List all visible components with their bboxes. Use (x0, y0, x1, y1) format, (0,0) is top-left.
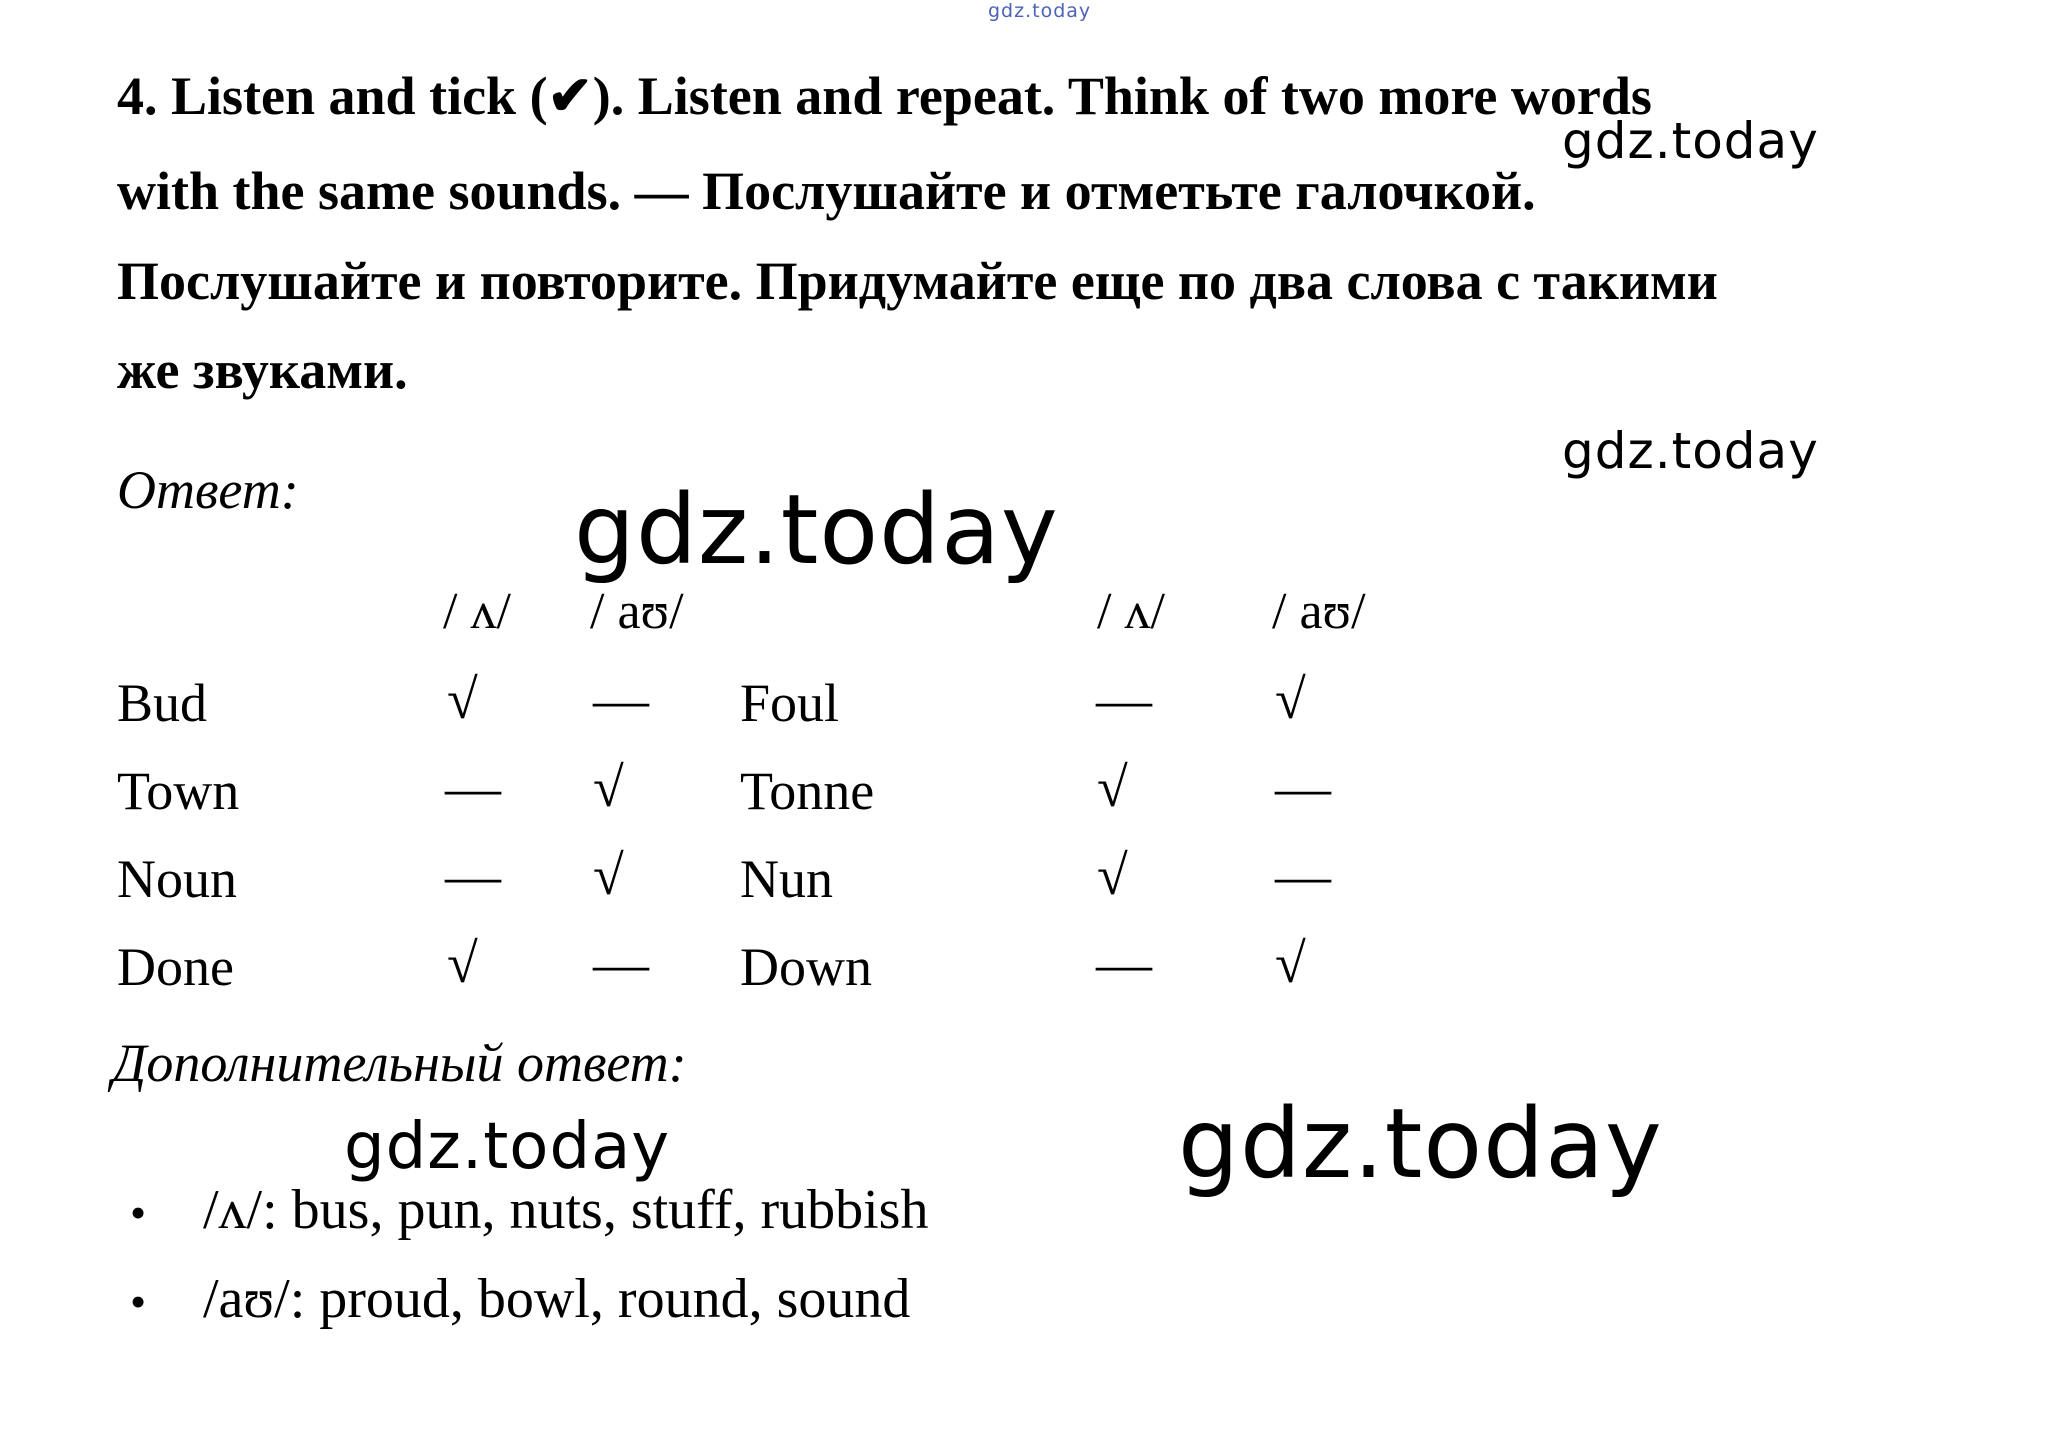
task-text-line-3: Послушайте и повторите. Придумайте еще по два слова с такими (117, 251, 1718, 311)
left-mark-u: — (445, 757, 501, 819)
answer-label: Ответ: (117, 460, 299, 520)
left-word: Noun (117, 849, 237, 909)
right-mark-u: √ (1097, 845, 1128, 907)
header-right-au: / aʊ/ (1272, 583, 1366, 640)
bullet-item: /ʌ/: bus, pun, nuts, stuff, rubbish (203, 1179, 929, 1241)
task-text-line-4: же звуками. (117, 340, 408, 400)
bullet-icon: • (130, 1276, 147, 1327)
task-text-line-2: with the same sounds. — Послушайте и отметьте галочкой. (117, 161, 1536, 221)
left-mark-u: — (445, 845, 501, 907)
right-mark-au: √ (1275, 933, 1306, 995)
watermark: gdz.today (1178, 1088, 1663, 1200)
header-left-au: / aʊ/ (590, 583, 684, 640)
right-mark-au: √ (1275, 669, 1306, 731)
right-word: Tonne (740, 761, 875, 821)
header-left-u: / ʌ/ (443, 583, 511, 640)
left-word: Town (117, 761, 240, 821)
right-word: Foul (740, 673, 840, 733)
left-mark-au: — (593, 669, 649, 731)
right-mark-au: — (1275, 845, 1331, 907)
header-right-u: / ʌ/ (1097, 583, 1165, 640)
right-mark-au: — (1275, 757, 1331, 819)
right-word: Nun (740, 849, 833, 909)
left-mark-u: √ (447, 669, 478, 731)
watermark: gdz.today (344, 1110, 671, 1184)
bullet-item: /aʊ/: proud, bowl, round, sound (203, 1268, 911, 1330)
left-mark-au: √ (593, 845, 624, 907)
left-mark-u: √ (447, 933, 478, 995)
left-word: Done (117, 937, 234, 997)
extra-answer-label: Дополнительный ответ: (112, 1033, 687, 1093)
right-mark-u: √ (1097, 757, 1128, 819)
watermark: gdz.today (1562, 112, 1819, 170)
right-mark-u: — (1096, 933, 1152, 995)
bullet-icon: • (130, 1187, 147, 1238)
left-mark-au: — (593, 933, 649, 995)
left-mark-au: √ (593, 757, 624, 819)
watermark: gdz.today (1562, 422, 1819, 480)
right-word: Down (740, 937, 872, 997)
watermark-top: gdz.today (988, 0, 1092, 22)
left-word: Bud (117, 673, 208, 733)
right-mark-u: — (1096, 669, 1152, 731)
task-text-line-1: 4. Listen and tick (✔). Listen and repeat. Think of two more words (117, 66, 1652, 126)
watermark: gdz.today (574, 474, 1059, 586)
